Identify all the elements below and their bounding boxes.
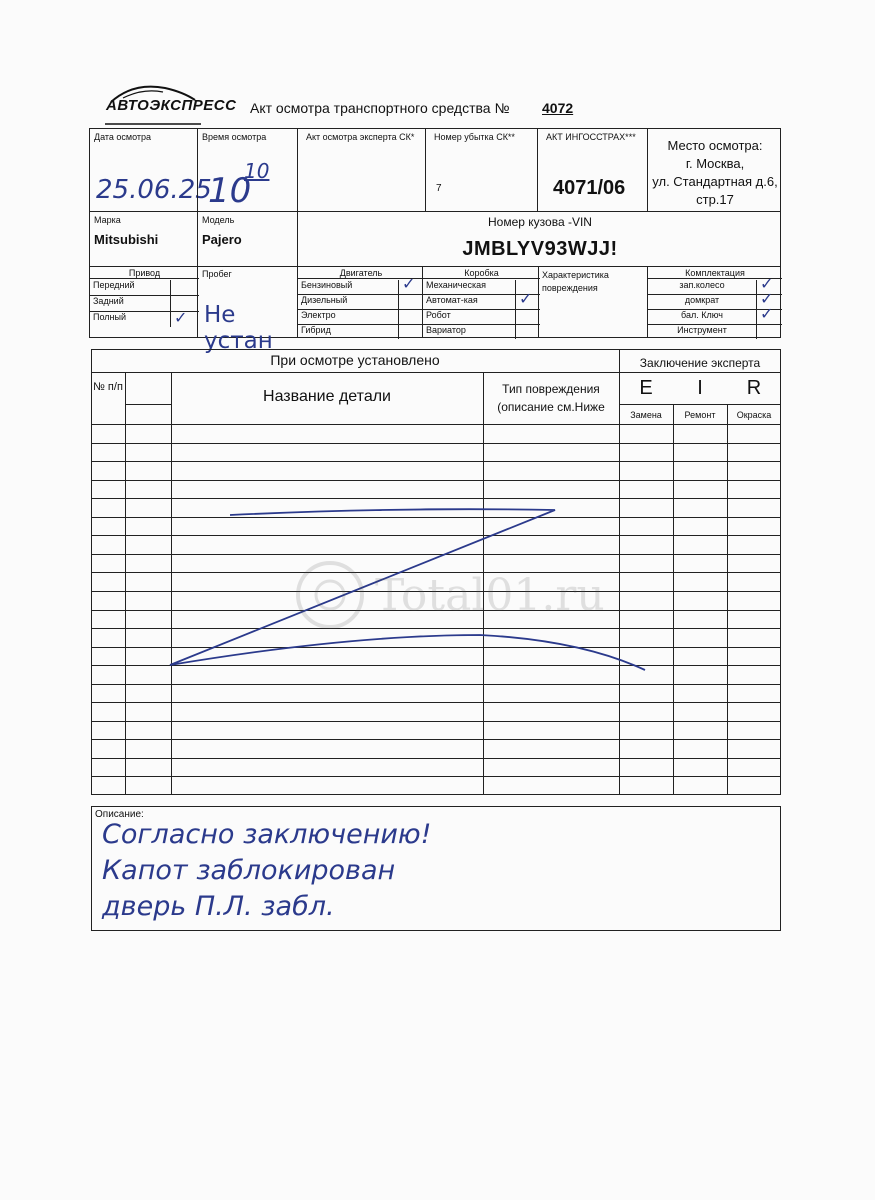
gearbox-label: Коробка [423, 268, 540, 279]
act-number: 4072 [542, 100, 574, 116]
table-row [91, 461, 781, 462]
equipment-block [647, 266, 781, 338]
description-line-2: Капот заблокирован [102, 855, 396, 886]
expert-act-label: Акт осмотра эксперта СК* [306, 132, 415, 142]
brand-cell [89, 211, 198, 267]
place-street: ул. Стандартная д.6, [652, 174, 778, 189]
col-r-sub-header: Окраска [736, 410, 772, 420]
gearbox-check-mark: ✓ [519, 289, 533, 308]
date-cell [89, 128, 212, 212]
time-cell [197, 128, 298, 212]
engine-option-diesel[interactable]: Дизельный [298, 295, 424, 310]
engine-option-petrol[interactable]: Бензиновый ✓ [298, 280, 424, 295]
mileage-label: Пробег [202, 269, 232, 279]
table-row [91, 758, 781, 759]
table-row [91, 480, 781, 481]
table-row [91, 443, 781, 444]
svg-text:Total01.ru: Total01.ru [375, 570, 605, 621]
equipment-option-tools[interactable]: Инструмент [648, 325, 782, 339]
description-line-3: дверь П.Л. забл. [102, 891, 335, 922]
table-row [91, 776, 781, 777]
equipment-option-wrench[interactable]: бал. Ключ ✓ [648, 310, 782, 325]
model-label: Модель [202, 215, 235, 225]
ingos-cell [537, 128, 648, 212]
gearbox-option-robot[interactable]: Робот [423, 310, 540, 325]
table-row [91, 721, 781, 722]
gearbox-option-manual[interactable]: Механическая [423, 280, 540, 295]
drive-check-mark: ✓ [174, 308, 188, 327]
equipment-label: Комплектация [648, 268, 782, 279]
date-label: Дата осмотра [94, 132, 152, 142]
engine-block [297, 266, 423, 338]
gearbox-option-cvt[interactable]: Вариатор [423, 325, 540, 339]
mileage-value: Не устан [204, 302, 273, 354]
engine-check-mark: ✓ [402, 274, 416, 293]
time-minutes: 10 [244, 159, 270, 183]
vin-value: JMBLYV93WJJ! [462, 238, 618, 260]
col-damage-type-header: Тип повреждения [502, 382, 600, 396]
brand-label: Марка [94, 215, 121, 225]
col-damage-note-header: (описание см.Ниже [497, 400, 605, 414]
damage-block [538, 266, 648, 338]
logo-text: АВТОЭКСПРЕСС [106, 97, 237, 114]
col-r-header: R [746, 377, 762, 399]
engine-option-hybrid[interactable]: Гибрид [298, 325, 424, 339]
col-i-sub-header: Ремонт [684, 410, 716, 420]
gearbox-option-automatic[interactable]: Автомат-кая ✓ [423, 295, 540, 310]
brand-value: Mitsubishi [94, 232, 159, 247]
expert-act-cell [297, 128, 426, 212]
col-e-sub-header: Замена [630, 410, 662, 420]
expert-conclusion-title: Заключение эксперта [639, 356, 761, 370]
col-part-name-header: Название детали [263, 388, 391, 405]
drive-label: Привод [90, 268, 199, 279]
vin-cell [297, 211, 781, 267]
engine-label: Двигатель [298, 268, 424, 279]
drive-block [89, 266, 198, 338]
table-row [91, 424, 781, 425]
col-number-header: № п/п [93, 381, 123, 393]
loss-number-cell [425, 128, 538, 212]
damage-label: Характеристика повреждения [542, 270, 609, 293]
model-value: Pajero [202, 232, 242, 247]
drive-option-full[interactable]: Полный ✓ [93, 308, 188, 327]
description-line-1: Согласно заключению! [102, 819, 432, 850]
spare-wheel-check-mark: ✓ [760, 274, 774, 293]
model-cell [197, 211, 298, 267]
findings-title: При осмотре установлено [270, 352, 440, 368]
time-label: Время осмотра [202, 132, 267, 142]
table-row [91, 702, 781, 703]
table-row [91, 739, 781, 740]
wrench-check-mark: ✓ [760, 304, 774, 323]
loss-number-value: 7 [436, 183, 442, 194]
gearbox-block [422, 266, 539, 338]
jack-check-mark: ✓ [760, 289, 774, 308]
description-label: Описание: [95, 809, 144, 820]
drive-option-rear[interactable]: Задний [90, 296, 199, 312]
col-e-header: E [639, 377, 653, 399]
place-cell [647, 128, 781, 212]
mileage-block [197, 266, 298, 354]
col-i-header: I [697, 377, 703, 399]
equipment-option-jack[interactable]: домкрат ✓ [648, 295, 782, 310]
table-row [91, 684, 781, 685]
ingos-value: 4071/06 [553, 177, 626, 199]
place-city: г. Москва, [685, 156, 745, 171]
watermark-logo-icon [290, 555, 610, 635]
time-hours: 10 [208, 171, 252, 211]
vin-label: Номер кузова -VIN [488, 215, 592, 229]
drive-option-front[interactable]: Передний [90, 280, 199, 296]
ingos-label: АКТ ИНГОССТРАХ*** [546, 132, 636, 142]
place-label: Место осмотра: [667, 138, 763, 153]
date-value: 25.06.25 [96, 175, 212, 205]
document-title: Акт осмотра транспортного средства № [250, 100, 510, 116]
equipment-option-spare-wheel[interactable]: зап.колесо ✓ [648, 280, 782, 295]
description-box [91, 806, 781, 931]
engine-option-electric[interactable]: Электро [298, 310, 424, 325]
place-building: стр.17 [696, 192, 734, 207]
loss-number-label: Номер убытка СК** [434, 132, 515, 142]
